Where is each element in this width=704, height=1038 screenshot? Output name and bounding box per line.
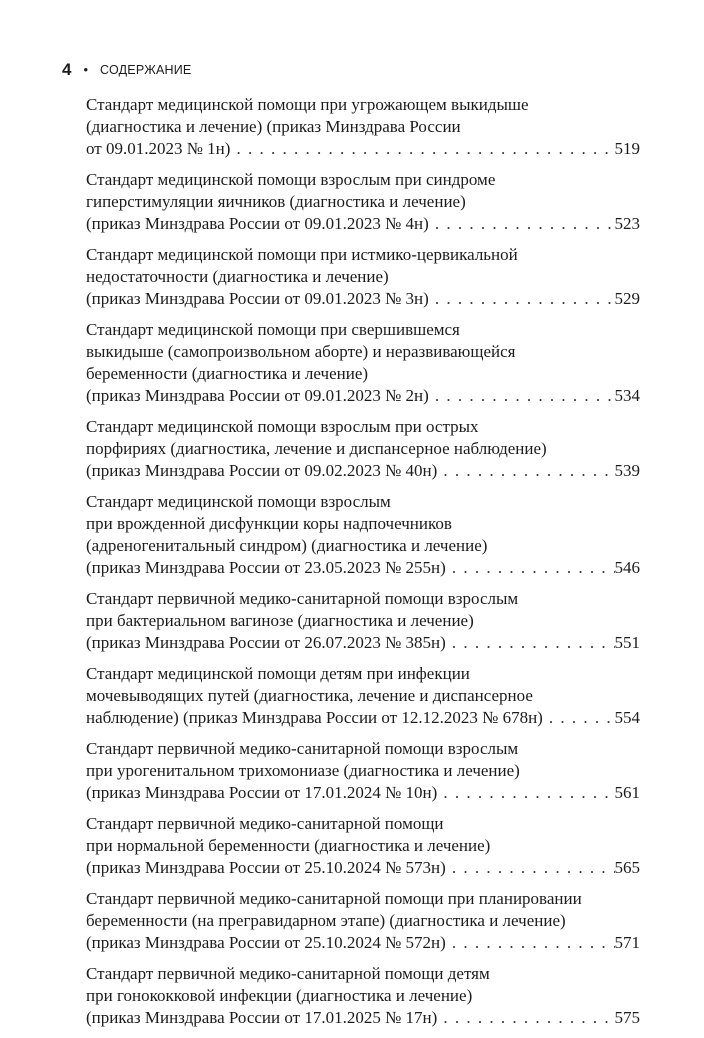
page-number: 4 (62, 60, 72, 79)
toc-entry-last-line (86, 932, 640, 954)
toc-entry-line: Стандарт медицинской помощи взрослым при синдроме (86, 170, 496, 189)
toc-entry-line: Стандарт первичной медико-санитарной помощи при планировании (86, 889, 582, 908)
toc-entry[interactable] (86, 888, 640, 954)
toc-entry-line: Стандарт медицинской помощи при свершившемся (86, 320, 460, 339)
dot-leader (446, 932, 615, 954)
toc-entry-line: Стандарт первичной медико-санитарной помощи (86, 814, 444, 833)
dot-leader (437, 782, 614, 804)
toc-entry-last-line (86, 707, 640, 729)
toc-entry-last-line (86, 1007, 640, 1029)
toc-entry-line: при гонококковой инфекции (диагностика и лечение) (86, 986, 473, 1005)
toc-page-number: 539 (614, 461, 640, 480)
section-title: СОДЕРЖАНИЕ (100, 63, 192, 77)
toc-entry-line: гиперстимуляции яичников (диагностика и лечение) (86, 192, 466, 211)
bullet-separator: • (83, 61, 89, 77)
toc-entry-line: (приказ Минздрава России от 09.02.2023 № 40н) (86, 461, 438, 480)
toc-entry[interactable] (86, 738, 640, 804)
dot-leader (429, 385, 615, 407)
toc-entry[interactable] (86, 244, 640, 310)
toc-entry-line: (приказ Минздрава России от 17.01.2024 № 10н) (86, 783, 438, 802)
toc-entry[interactable] (86, 491, 640, 579)
dot-leader (543, 707, 615, 729)
toc-page-number: 565 (614, 858, 640, 877)
toc-entry-last-line (86, 782, 640, 804)
toc-entry-line: (приказ Минздрава России от 09.01.2023 № 3н) (86, 289, 429, 308)
toc-entry-line: Стандарт медицинской помощи взрослым (86, 492, 391, 511)
toc-entry-line: (приказ Минздрава России от 09.01.2023 № 2н) (86, 386, 429, 405)
dot-leader (437, 1007, 614, 1029)
toc-entry-line: наблюдение) (приказ Минздрава России от 12.12.2023 № 678н) (86, 708, 543, 727)
toc-entry-line: мочевыводящих путей (диагностика, лечение и диспансерное (86, 686, 533, 705)
dot-leader (446, 632, 615, 654)
toc-entry-line: (приказ Минздрава России от 23.05.2023 № 255н) (86, 558, 446, 577)
toc-entry-line: от 09.01.2023 № 1н) (86, 139, 231, 158)
toc-entry-line: (приказ Минздрава России от 26.07.2023 № 385н) (86, 633, 446, 652)
toc-entry-line: (приказ Минздрава России от 09.01.2023 № 4н) (86, 214, 429, 233)
toc-entry-line: Стандарт первичной медико-санитарной помощи взрослым (86, 589, 519, 608)
dot-leader (429, 213, 615, 235)
toc-entry[interactable] (86, 813, 640, 879)
toc-entry-last-line (86, 857, 640, 879)
dot-leader (429, 288, 615, 310)
toc-entry-line: Стандарт медицинской помощи взрослым при острых (86, 417, 479, 436)
toc-entry[interactable] (86, 588, 640, 654)
toc-entry-line: при нормальной беременности (диагностика и лечение) (86, 836, 491, 855)
dot-leader (446, 857, 615, 879)
toc-entry-last-line (86, 557, 640, 579)
toc-entry-line: (приказ Минздрава России от 25.10.2024 № 572н) (86, 933, 446, 952)
toc-entry-line: при бактериальном вагинозе (диагностика и лечение) (86, 611, 474, 630)
toc-page-number: 571 (614, 933, 640, 952)
dot-leader (230, 138, 614, 160)
toc-entry-last-line (86, 288, 640, 310)
toc-entry[interactable] (86, 963, 640, 1029)
toc-page-number: 519 (614, 139, 640, 158)
toc-page-number: 554 (614, 708, 640, 727)
toc-entry-line: беременности (на прегравидарном этапе) (диагностика и лечение) (86, 911, 566, 930)
toc-entry-line: Стандарт медицинской помощи при угрожающем выкидыше (86, 95, 529, 114)
toc-entry-line: Стандарт медицинской помощи при истмико-цервикальной (86, 245, 518, 264)
table-of-contents (86, 94, 640, 1038)
toc-page-number: 534 (614, 386, 640, 405)
toc-page-number: 529 (614, 289, 640, 308)
toc-entry-last-line (86, 460, 640, 482)
toc-page-number: 546 (614, 558, 640, 577)
dot-leader (437, 460, 614, 482)
toc-entry-line: Стандарт первичной медико-санитарной помощи детям (86, 964, 490, 983)
toc-entry-line: Стандарт первичной медико-санитарной помощи взрослым (86, 739, 519, 758)
toc-entry-last-line (86, 385, 640, 407)
toc-entry-line: (приказ Минздрава России от 25.10.2024 № 573н) (86, 858, 446, 877)
toc-entry-line: (диагностика и лечение) (приказ Минздрава России (86, 117, 461, 136)
toc-entry-line: выкидыше (самопроизвольном аборте) и неразвивающейся (86, 342, 516, 361)
toc-entry-line: при урогенитальном трихомониазе (диагностика и лечение) (86, 761, 520, 780)
toc-entry-line: (адреногенитальный синдром) (диагностика и лечение) (86, 536, 488, 555)
toc-entry-line: при врожденной дисфункции коры надпочечников (86, 514, 452, 533)
toc-entry-line: недостаточности (диагностика и лечение) (86, 267, 389, 286)
toc-page-number: 551 (614, 633, 640, 652)
toc-entry-line: порфириях (диагностика, лечение и диспансерное наблюдение) (86, 439, 547, 458)
dot-leader (446, 557, 615, 579)
toc-page-number: 561 (614, 783, 640, 802)
toc-entry-line: беременности (диагностика и лечение) (86, 364, 369, 383)
toc-entry[interactable] (86, 319, 640, 407)
toc-entry[interactable] (86, 663, 640, 729)
toc-entry-line: Стандарт медицинской помощи детям при инфекции (86, 664, 470, 683)
toc-entry[interactable] (86, 94, 640, 160)
toc-page-number: 523 (614, 214, 640, 233)
toc-entry-line: (приказ Минздрава России от 17.01.2025 № 17н) (86, 1008, 438, 1027)
toc-entry[interactable] (86, 169, 640, 235)
toc-entry-last-line (86, 213, 640, 235)
page-header (62, 58, 191, 82)
toc-entry-last-line (86, 632, 640, 654)
toc-entry-last-line (86, 138, 640, 160)
toc-entry[interactable] (86, 416, 640, 482)
toc-page-number: 575 (614, 1008, 640, 1027)
